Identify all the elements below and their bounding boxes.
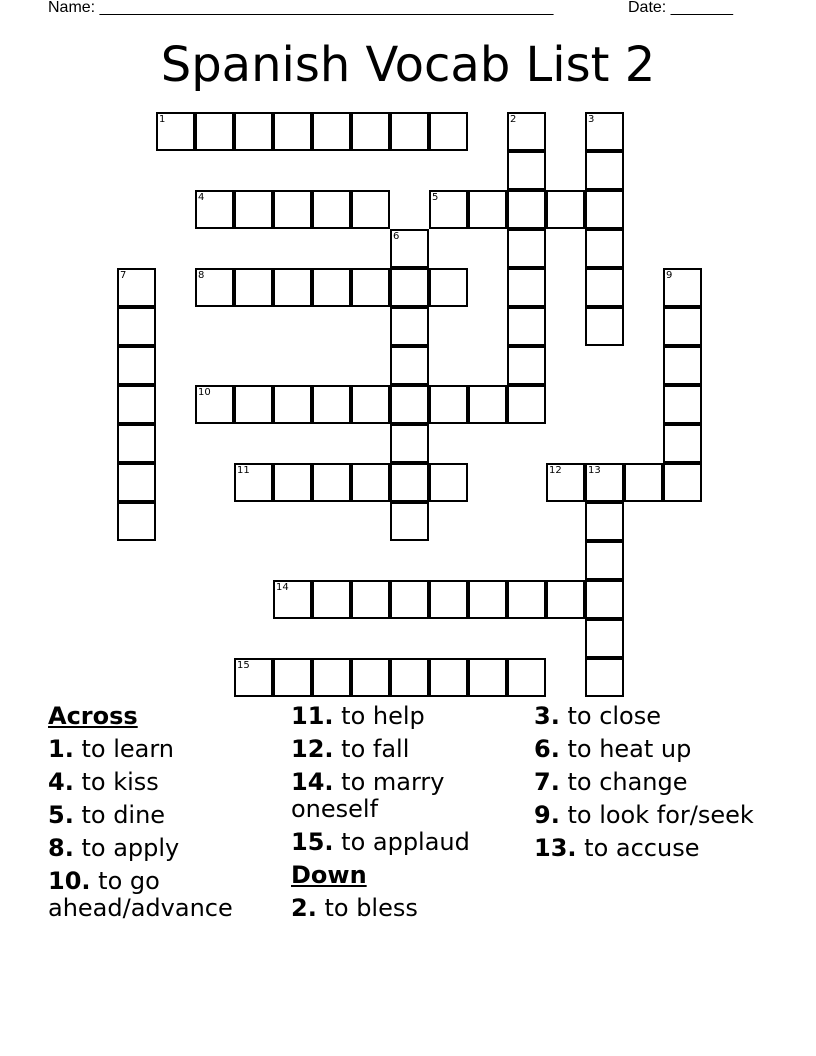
grid-cell[interactable] <box>585 502 624 541</box>
down-heading: Down <box>291 861 367 889</box>
grid-cell[interactable] <box>390 424 429 463</box>
grid-cell[interactable] <box>312 580 351 619</box>
grid-cell[interactable] <box>624 463 663 502</box>
clue-number-6: 6 <box>393 231 400 242</box>
grid-cell[interactable] <box>429 658 468 697</box>
clue-column-3 <box>534 703 769 868</box>
grid-cell[interactable] <box>507 346 546 385</box>
grid-cell[interactable] <box>351 268 390 307</box>
grid-cell[interactable] <box>429 385 468 424</box>
clue-across-5: 5. to dine <box>48 801 166 829</box>
clue-across-15: 15. to applaud <box>291 828 470 856</box>
grid-cell[interactable] <box>312 658 351 697</box>
grid-cell[interactable] <box>351 190 390 229</box>
grid-cell[interactable] <box>117 346 156 385</box>
clue-across-11: 11. to help <box>291 702 425 730</box>
clue-number-14: 14 <box>276 582 289 593</box>
clue-number-11: 11 <box>237 465 250 476</box>
grid-cell[interactable] <box>351 112 390 151</box>
name-field: Name: ___________________________________________________ <box>48 0 554 16</box>
grid-cell[interactable] <box>468 385 507 424</box>
grid-cell[interactable] <box>390 385 429 424</box>
clue-down-6: 6. to heat up <box>534 735 692 763</box>
grid-cell[interactable] <box>546 580 585 619</box>
grid-cell[interactable] <box>273 385 312 424</box>
grid-cell[interactable] <box>663 385 702 424</box>
clue-number-1: 1 <box>159 114 166 125</box>
clue-across-10: 10. to go ahead/advance <box>48 867 233 922</box>
grid-cell[interactable] <box>429 268 468 307</box>
clue-number-13: 13 <box>588 465 601 476</box>
clue-number-2: 2 <box>510 114 517 125</box>
grid-cell[interactable] <box>390 346 429 385</box>
grid-cell[interactable] <box>390 268 429 307</box>
grid-cell[interactable] <box>390 463 429 502</box>
clue-across-12: 12. to fall <box>291 735 410 763</box>
grid-cell[interactable] <box>585 541 624 580</box>
grid-cell[interactable] <box>312 112 351 151</box>
clue-down-2: 2. to bless <box>291 894 418 922</box>
grid-cell[interactable] <box>585 190 624 229</box>
grid-cell[interactable] <box>507 580 546 619</box>
grid-cell[interactable] <box>585 580 624 619</box>
clue-down-9: 9. to look for/seek <box>534 801 754 829</box>
clue-number-5: 5 <box>432 192 439 203</box>
grid-cell[interactable] <box>585 658 624 697</box>
grid-cell[interactable] <box>663 307 702 346</box>
grid-cell[interactable] <box>585 229 624 268</box>
grid-cell[interactable] <box>234 190 273 229</box>
grid-cell[interactable] <box>273 268 312 307</box>
grid-cell[interactable] <box>390 502 429 541</box>
grid-cell[interactable] <box>273 463 312 502</box>
clue-across-14: 14. to marry oneself <box>291 768 445 823</box>
grid-cell[interactable] <box>507 190 546 229</box>
page-title: Spanish Vocab List 2 <box>160 37 656 93</box>
grid-cell[interactable] <box>468 190 507 229</box>
grid-cell[interactable] <box>312 385 351 424</box>
clue-across-4: 4. to kiss <box>48 768 159 796</box>
clue-number-8: 8 <box>198 270 205 281</box>
grid-cell[interactable] <box>117 385 156 424</box>
grid-cell[interactable] <box>468 658 507 697</box>
clue-number-4: 4 <box>198 192 205 203</box>
grid-cell[interactable] <box>117 502 156 541</box>
grid-cell[interactable] <box>234 268 273 307</box>
grid-cell[interactable] <box>351 658 390 697</box>
grid-cell[interactable] <box>273 190 312 229</box>
clue-number-12: 12 <box>549 465 562 476</box>
grid-cell[interactable] <box>351 385 390 424</box>
clue-down-7: 7. to change <box>534 768 688 796</box>
grid-cell[interactable] <box>429 112 468 151</box>
clue-column-2 <box>291 703 526 928</box>
grid-cell[interactable] <box>663 424 702 463</box>
grid-cell[interactable] <box>546 190 585 229</box>
grid-cell[interactable] <box>585 151 624 190</box>
grid-cell[interactable] <box>195 112 234 151</box>
grid-cell[interactable] <box>468 580 507 619</box>
grid-cell[interactable] <box>117 463 156 502</box>
grid-cell[interactable] <box>273 112 312 151</box>
grid-cell[interactable] <box>429 580 468 619</box>
grid-cell[interactable] <box>663 463 702 502</box>
clue-number-15: 15 <box>237 660 250 671</box>
clue-down-13: 13. to accuse <box>534 834 700 862</box>
clue-number-10: 10 <box>198 387 211 398</box>
grid-cell[interactable] <box>507 658 546 697</box>
clue-across-1: 1. to learn <box>48 735 174 763</box>
clue-down-3: 3. to close <box>534 702 662 730</box>
clue-across-8: 8. to apply <box>48 834 180 862</box>
grid-cell[interactable] <box>663 346 702 385</box>
grid-cell[interactable] <box>390 112 429 151</box>
grid-cell[interactable] <box>312 268 351 307</box>
clue-number-3: 3 <box>588 114 595 125</box>
grid-cell[interactable] <box>273 658 312 697</box>
grid-cell[interactable] <box>585 307 624 346</box>
grid-cell[interactable] <box>390 658 429 697</box>
grid-cell[interactable] <box>234 112 273 151</box>
clue-number-9: 9 <box>666 270 673 281</box>
grid-cell[interactable] <box>507 151 546 190</box>
grid-cell[interactable] <box>507 385 546 424</box>
grid-cell[interactable] <box>390 307 429 346</box>
grid-cell[interactable] <box>507 229 546 268</box>
across-heading: Across <box>48 702 138 730</box>
grid-cell[interactable] <box>429 463 468 502</box>
grid-cell[interactable] <box>585 619 624 658</box>
grid-cell[interactable] <box>351 463 390 502</box>
grid-cell[interactable] <box>312 190 351 229</box>
clue-number-7: 7 <box>120 270 127 281</box>
grid-cell[interactable] <box>507 268 546 307</box>
date-field: Date: _______ <box>628 0 733 16</box>
grid-cell[interactable] <box>351 580 390 619</box>
grid-cell[interactable] <box>117 307 156 346</box>
grid-cell[interactable] <box>585 268 624 307</box>
clue-column-1 <box>48 703 283 928</box>
grid-cell[interactable] <box>234 385 273 424</box>
grid-cell[interactable] <box>312 463 351 502</box>
grid-cell[interactable] <box>390 580 429 619</box>
grid-cell[interactable] <box>117 424 156 463</box>
grid-cell[interactable] <box>507 307 546 346</box>
